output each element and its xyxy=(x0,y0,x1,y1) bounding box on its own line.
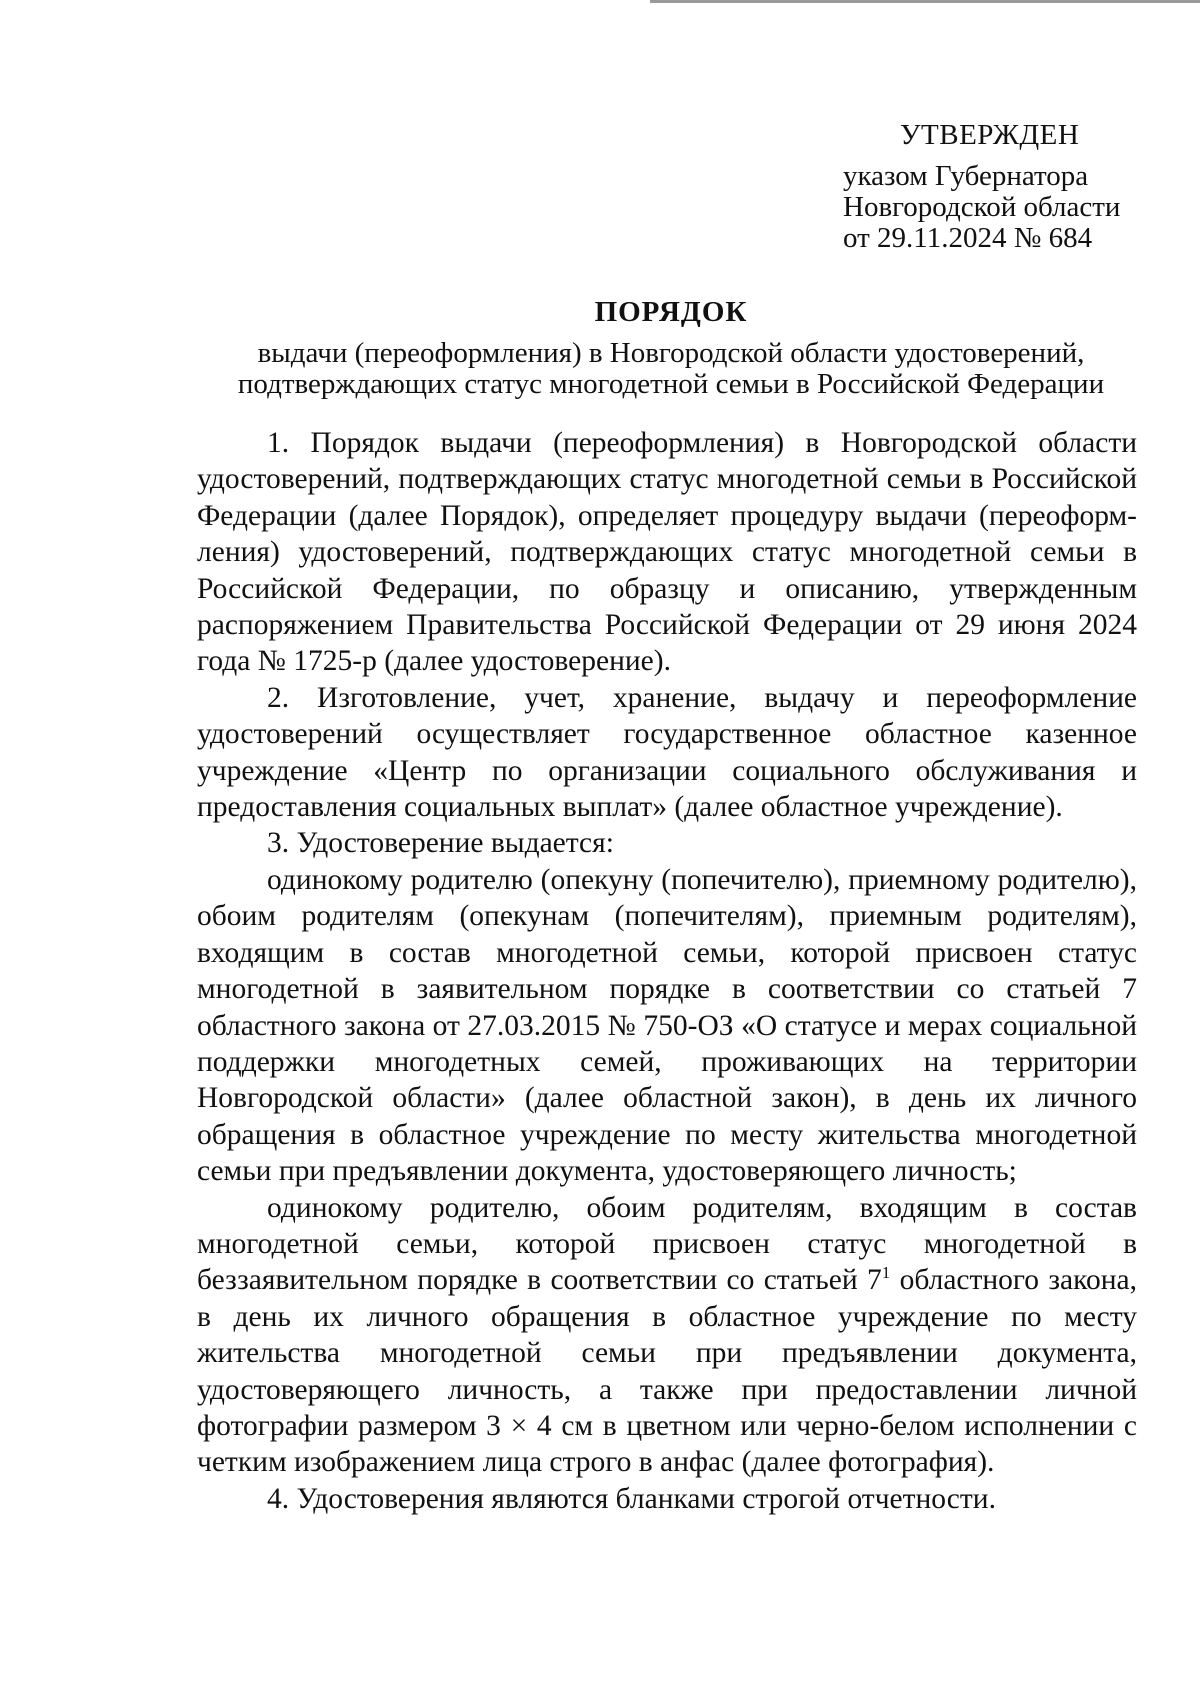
paragraph-5-text: одинокому родителю, обоим родителям, входящим в состав многодетной семьи, которой присвоен статус многодетной в беззаявительном порядке в соответствии со статьей 7 xyxy=(197,1191,1137,1297)
approval-line: от 29.11.2024 № 684 xyxy=(843,222,1093,254)
document-body xyxy=(197,425,1137,1517)
scan-edge-line xyxy=(650,0,1200,3)
subtitle-line: выдачи (переоформления) в Новгородской области удостоверений, xyxy=(257,337,1085,369)
document-subtitle xyxy=(0,338,1200,400)
approval-line: указом Губернатора xyxy=(843,160,1089,192)
paragraph-6: 4. Удостоверения являются бланками строгой отчетности. xyxy=(267,1482,996,1515)
approval-block xyxy=(843,120,1120,254)
paragraph-5-text-cont: областного закона, в день их личного обращения в областное учреждение по месту жительства многодетной семьи при предъявлении документа, удостоверяющего личность, а также при предоставлении личной фотографии размером 3 × 4 см в цветном или черно-белом исполнении с четким изображением лица строго в анфас (далее фотография). xyxy=(197,1264,1137,1479)
paragraph-3: 3. Удостоверение выдается: xyxy=(267,827,614,860)
subtitle-line: подтверждающих статус многодетной семьи в Российской Федерации xyxy=(237,368,1105,400)
approval-stamp: УТВЕРЖДЕН xyxy=(900,119,1080,151)
document-title: ПОРЯДОК xyxy=(594,296,748,328)
article-superscript: 1 xyxy=(881,1263,891,1283)
paragraph-5 xyxy=(197,1190,1137,1481)
paragraph-2: 2. Изготовление, учет, хранение, выдачу и переоформление удостоверений осуществляет государственное областное казенное учреждение «Центр по организации социального обслуживания и предоставления социальных выплат» (далее областное учреждение). xyxy=(197,681,1137,824)
approval-line: Новгородской области xyxy=(843,191,1121,223)
paragraph-4: одинокому родителю (опекуну (попечителю), приемному родителю), обоим родителям (опекунам (попечителям), приемным родителям), входящим в состав многодетной семьи, которой присвоен статус многодетной в заявительном порядке в соответствии со статьей 7 областного закона от 27.03.2015 № 750-ОЗ «О статусе и мерах социальной поддержки многодетных семей, проживающих на территории Новгородской области» (далее областной закон), в день их личного обращения в областное учреждение по месту жительства многодетной семьи при предъявлении документа, удостоверяющего личность; xyxy=(197,863,1137,1188)
paragraph-1: 1. Порядок выдачи (переоформления) в Новгородской области удостоверений, подтверждающих статус многодетной семьи в Российской Федерации (далее Порядок), определяет процедуру выдачи (переоформления) удостоверений, подтверждающих статус многодетной семьи в Российской Федерации, по образцу и описанию, утвержденным распоряжением Правительства Российской Федерации от 29 июня 2024 года № 1725-р (далее удостоверение). xyxy=(197,427,1137,678)
